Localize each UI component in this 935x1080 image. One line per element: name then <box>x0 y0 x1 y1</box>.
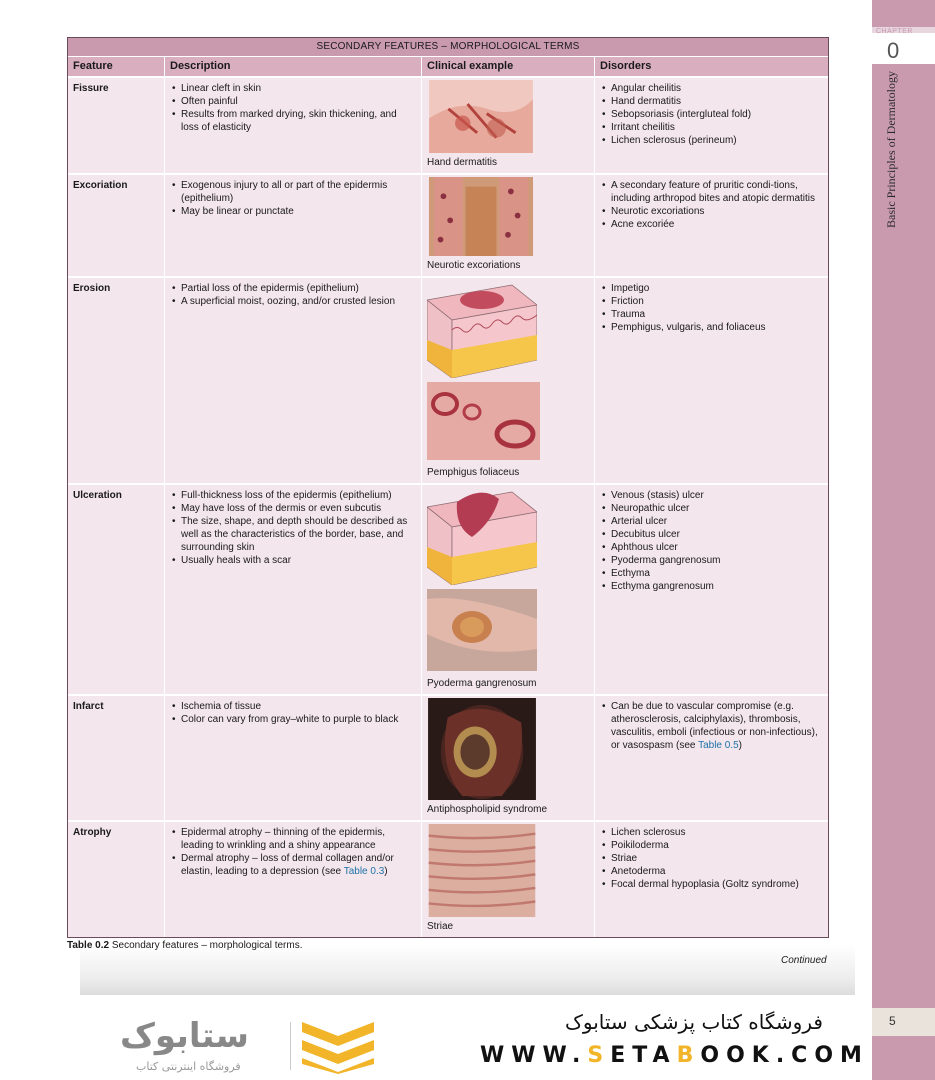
disorders-cell <box>595 175 828 276</box>
chapter-sidebar <box>872 0 935 1080</box>
neurotic-excoriations-photo <box>427 177 535 256</box>
disorder-item <box>611 700 823 752</box>
setabook-logo: ستابوک <box>120 1016 249 1056</box>
disorder-item: • Decubitus ulcer <box>611 528 823 541</box>
table-row <box>68 694 828 820</box>
running-title: Basic Principles of Dermatology <box>884 71 898 228</box>
description-item: • Partial loss of the epidermis (epithelium) <box>181 282 416 295</box>
url-mid: ETA <box>610 1043 677 1068</box>
header-description: Description <box>165 57 422 76</box>
antiphospholipid-photo <box>427 698 537 800</box>
disorders-cell <box>595 278 828 483</box>
store-url[interactable] <box>480 1043 869 1068</box>
disorder-item: • Ecthyma <box>611 567 823 580</box>
table-title: SECONDARY FEATURES – MORPHOLOGICAL TERMS <box>68 38 828 57</box>
url-s: S <box>587 1043 611 1068</box>
description-item: • Epidermal atrophy – thinning of the epidermis, leading to wrinkling and a shiny appearance <box>181 826 416 852</box>
pemphigus-foliaceus-photo <box>427 382 540 460</box>
disorder-item: • Friction <box>611 295 823 308</box>
description-item: • Usually heals with a scar <box>181 554 416 567</box>
description-text: Dermal atrophy – loss of dermal collagen and/or elastin, leading to a depression (see <box>181 853 394 877</box>
table-row <box>68 276 828 483</box>
shadow-band <box>80 945 855 995</box>
logo-divider <box>290 1022 291 1070</box>
disorder-item: • Acne excoriée <box>611 218 823 231</box>
table-0-5-link[interactable]: Table 0.5 <box>698 740 739 751</box>
description-item: • Exogenous injury to all or part of the epidermis (epithelium) <box>181 179 416 205</box>
striae-photo <box>427 824 537 917</box>
example-caption: Pyoderma gangrenosum <box>427 678 537 689</box>
description-item: • Full-thickness loss of the epidermis (epithelium) <box>181 489 416 502</box>
disorders-cell <box>595 78 828 173</box>
url-b: B <box>676 1043 701 1068</box>
disorder-item: • Impetigo <box>611 282 823 295</box>
chapter-label: CHAPTER <box>876 28 913 35</box>
description-item: • A superficial moist, oozing, and/or crusted lesion <box>181 295 416 308</box>
table-row <box>68 483 828 694</box>
disorder-item: • Angular cheilitis <box>611 82 823 95</box>
setabook-logo-subtitle: فروشگاه اینترنتی کتاب <box>136 1060 241 1073</box>
feature-name: Erosion <box>68 278 165 483</box>
description-item <box>181 852 416 878</box>
clinical-example-cell <box>422 175 595 276</box>
description-cell <box>165 175 422 276</box>
page-number-box <box>872 1008 935 1036</box>
table-header-row <box>68 57 828 76</box>
disorder-item: • Lichen sclerosus (perineum) <box>611 134 823 147</box>
pyoderma-gangrenosum-photo <box>427 589 537 671</box>
header-clinical-example: Clinical example <box>422 57 595 76</box>
disorders-cell <box>595 485 828 694</box>
description-cell <box>165 696 422 820</box>
header-feature: Feature <box>68 57 165 76</box>
disorder-item: • A secondary feature of pruritic condi-tions, including arthropod bites and atopic dermatitis <box>611 179 823 205</box>
clinical-example-cell <box>422 78 595 173</box>
table-caption <box>67 940 303 951</box>
header-disorders: Disorders <box>600 60 652 72</box>
description-item: • Linear cleft in skin <box>181 82 416 95</box>
description-item: • May have loss of the dermis or even subcutis <box>181 502 416 515</box>
disorder-item: • Irritant cheilitis <box>611 121 823 134</box>
page-number: 5 <box>889 1014 896 1028</box>
feature-name: Excoriation <box>68 175 165 276</box>
example-caption: Pemphigus foliaceus <box>427 467 520 478</box>
morphology-table <box>67 37 829 938</box>
disorder-item: • Striae <box>611 852 823 865</box>
table-caption-text: Secondary features – morphological terms. <box>109 940 303 951</box>
description-item: • May be linear or punctate <box>181 205 416 218</box>
chapter-number: 0 <box>887 38 900 63</box>
description-cell <box>165 822 422 937</box>
disorders-cell <box>595 696 828 820</box>
disorder-item: • Aphthous ulcer <box>611 541 823 554</box>
disorders-cell <box>595 822 828 937</box>
disorder-item: • Sebopsoriasis (intergluteal fold) <box>611 108 823 121</box>
description-cell <box>165 278 422 483</box>
disorder-item: • Lichen sclerosus <box>611 826 823 839</box>
disorder-item: • Neurotic excoriations <box>611 205 823 218</box>
table-caption-label: Table 0.2 <box>67 940 110 951</box>
description-cell <box>165 485 422 694</box>
clinical-example-cell <box>422 485 595 694</box>
example-caption: Striae <box>427 921 454 932</box>
disorder-item: • Trauma <box>611 308 823 321</box>
example-caption: Antiphospholipid syndrome <box>427 804 548 815</box>
disorder-item: • Pemphigus, vulgaris, and foliaceus <box>611 321 823 334</box>
feature-name: Atrophy <box>68 822 165 937</box>
table-row <box>68 820 828 937</box>
example-caption: Neurotic excoriations <box>427 260 521 271</box>
disorder-item: • Neuropathic ulcer <box>611 502 823 515</box>
clinical-example-cell <box>422 822 595 937</box>
hand-dermatitis-photo <box>427 80 535 153</box>
disorder-item: • Arterial ulcer <box>611 515 823 528</box>
feature-name: Ulceration <box>68 485 165 694</box>
ulceration-diagram <box>427 487 537 585</box>
disorder-text-end: ) <box>738 740 743 751</box>
url-prefix: WWW. <box>480 1043 588 1068</box>
table-0-3-link[interactable]: Table 0.3 <box>343 866 385 877</box>
description-item: • Often painful <box>181 95 416 108</box>
table-row <box>68 76 828 173</box>
url-end: OOK.COM <box>700 1043 869 1068</box>
feature-name: Fissure <box>68 78 165 173</box>
clinical-example-cell <box>422 696 595 820</box>
example-caption: Hand dermatitis <box>427 157 498 168</box>
disorder-item: • Anetoderma <box>611 865 823 878</box>
description-text-end: ) <box>384 866 388 877</box>
continued-note: Continued <box>781 955 827 966</box>
description-item: • The size, shape, and depth should be described as well as the characteristics of the border, base, and surrounding skin <box>181 515 416 554</box>
table-row <box>68 173 828 276</box>
feature-name: Infarct <box>68 696 165 820</box>
disorder-item: • Ecthyma gangrenosum <box>611 580 823 593</box>
description-cell <box>165 78 422 173</box>
disorder-item: • Poikiloderma <box>611 839 823 852</box>
description-item: • Ischemia of tissue <box>181 700 416 713</box>
disorder-item: • Hand dermatitis <box>611 95 823 108</box>
disorder-item: • Pyoderma gangrenosum <box>611 554 823 567</box>
store-name: فروشگاه کتاب پزشکی ستابوک <box>565 1010 823 1034</box>
erosion-diagram <box>427 280 537 378</box>
description-item: • Results from marked drying, skin thickening, and loss of elasticity <box>181 108 416 134</box>
disorder-text: Can be due to vascular compromise (e.g. atherosclerosis, calciphylaxis), thrombosis, vasculitis, emboli (infectious or non-infectious), or vasospasm (see <box>611 701 818 751</box>
book-stack-icon <box>300 1020 376 1074</box>
disorder-item: • Venous (stasis) ulcer <box>611 489 823 502</box>
clinical-example-cell <box>422 278 595 483</box>
description-item: • Color can vary from gray–white to purple to black <box>181 713 416 726</box>
disorder-item: • Focal dermal hypoplasia (Goltz syndrome) <box>611 878 823 891</box>
